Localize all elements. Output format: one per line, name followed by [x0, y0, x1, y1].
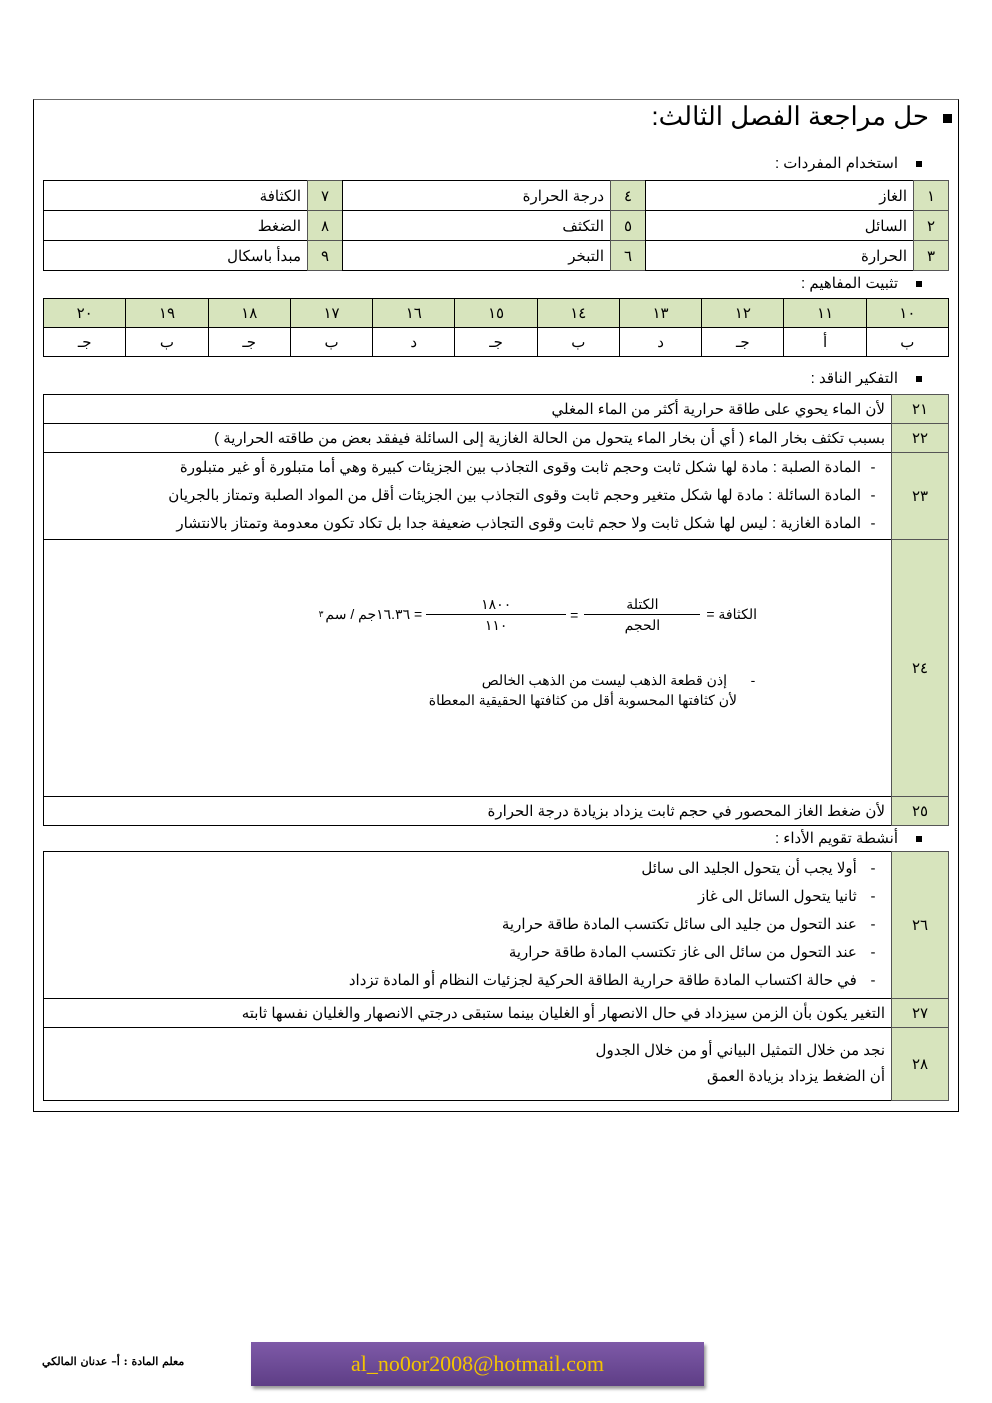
answer-line: المادة الصلبة : مادة لها شكل ثابت وحجم ثابت وقوى التجاذب بين الجزيئات كبيرة وهي أما متبلورة أو غير متبلورة — [179, 459, 861, 476]
section-concepts-label: تثبيت المفاهيم : — [801, 275, 898, 292]
concept-answer: جـ — [702, 328, 784, 357]
question-num: ٢٦ — [892, 852, 949, 999]
concept-answer: أ — [784, 328, 866, 357]
page-title-text: حل مراجعة الفصل الثالث: — [651, 101, 929, 131]
question-num: ٢٣ — [892, 453, 949, 540]
vocab-term: الكثافة — [44, 181, 308, 211]
section-performance-heading — [775, 829, 922, 847]
concept-num: ٢٠ — [44, 299, 126, 328]
vocab-num: ٧ — [308, 181, 343, 211]
concept-num: ١٣ — [619, 299, 701, 328]
density-equation — [319, 594, 757, 635]
email-link[interactable]: al_no0or2008@hotmail.com — [350, 1351, 605, 1376]
concept-num: ١٥ — [455, 299, 537, 328]
table-row — [44, 424, 949, 453]
vocab-term: الحرارة — [646, 241, 914, 271]
concept-num: ١١ — [784, 299, 866, 328]
section-critical-label: التفكير الناقد : — [810, 370, 898, 387]
dash-bullet-icon: - — [870, 860, 876, 877]
answer-text: التغير يكون بأن الزمن سيزداد في حال الانصهار أو الغليان بينما ستبقى درجتي الانصهار والغليان نفسها ثابته — [44, 999, 892, 1028]
dash-bullet-icon: - — [870, 459, 876, 476]
concepts-answer-row — [44, 328, 949, 357]
list-item — [50, 883, 885, 911]
table-row — [44, 241, 949, 271]
concept-answer: د — [619, 328, 701, 357]
dash-bullet-icon: - — [870, 515, 876, 532]
vocab-num: ٣ — [914, 241, 949, 271]
teacher-credit: معلم المادة : أ– عدنان المالكي — [42, 1355, 185, 1368]
section-critical-heading — [811, 369, 922, 387]
equation-result: = ١٦.٣٦جم / سم — [325, 606, 423, 622]
bullet-square-icon — [916, 161, 922, 167]
conclusion-line-2: لأن كثافتها المحسوبة أقل من كثافتها الحقيقية المعطاة — [428, 692, 737, 708]
fraction-1 — [584, 594, 700, 635]
concept-answer: ب — [290, 328, 372, 357]
vocab-term: التبخر — [343, 241, 611, 271]
concept-num: ١٠ — [866, 299, 948, 328]
question-num: ٢٧ — [892, 999, 949, 1028]
performance-table — [43, 851, 949, 1101]
concept-answer: ب — [537, 328, 619, 357]
vocab-num: ١ — [914, 181, 949, 211]
answer-line: أن الضغط يزداد بزيادة العمق — [707, 1068, 885, 1085]
list-item — [50, 911, 885, 939]
table-row — [44, 211, 949, 241]
answer-cell — [44, 540, 892, 797]
concept-answer: جـ — [455, 328, 537, 357]
list-item — [50, 510, 885, 538]
table-row — [44, 1028, 949, 1101]
question-num: ٢٥ — [892, 797, 949, 826]
vocab-term: مبدأ باسكال — [44, 241, 308, 271]
concepts-table — [43, 298, 949, 357]
answer-cell — [44, 453, 892, 540]
bullet-square-icon — [916, 836, 922, 842]
page-title — [651, 101, 952, 132]
fraction-denominator: الحجم — [624, 617, 661, 633]
conclusion-text: إذن قطعة الذهب ليست من الذهب الخالص — [481, 672, 727, 688]
concept-num: ١٩ — [126, 299, 208, 328]
vocab-num: ٩ — [308, 241, 343, 271]
list-item — [50, 939, 885, 967]
dash-bullet-icon: - — [870, 944, 876, 961]
question-num: ٢٤ — [892, 540, 949, 797]
table-row — [44, 453, 949, 540]
list-item — [50, 482, 885, 510]
list-item — [50, 967, 885, 995]
answer-text: لأن ضغط الغاز المحصور في حجم ثابت يزداد بزيادة درجة الحرارة — [44, 797, 892, 826]
section-vocab-label: استخدام المفردات : — [774, 155, 898, 172]
dash-bullet-icon: - — [870, 916, 876, 933]
vocab-num: ٨ — [308, 211, 343, 241]
answer-line: أولا يجب أن يتحول الجليد الى سائل — [641, 860, 857, 877]
concept-answer: جـ — [44, 328, 126, 357]
answer-line: عند التحول من سائل الى غاز تكتسب المادة طاقة حرارية — [508, 944, 857, 961]
table-row — [44, 797, 949, 826]
bullet-square-icon — [943, 114, 952, 123]
vocab-table — [43, 180, 949, 271]
dash-bullet-icon: - — [870, 487, 876, 504]
vocab-num: ٥ — [611, 211, 646, 241]
answer-text: بسبب تكثف بخار الماء ( أي أن بخار الماء يتحول من الحالة الغازية إلى السائلة فيفقد بعض من طاقته الحرارية ) — [44, 424, 892, 453]
critical-thinking-table — [43, 394, 949, 826]
concept-num: ١٢ — [702, 299, 784, 328]
concept-num: ١٨ — [208, 299, 290, 328]
email-banner — [251, 1342, 704, 1386]
answer-line: المادة الغازية : ليس لها شكل ثابت ولا حجم ثابت وقوى التجاذب ضعيفة جدا بل تكاد تكون معدومة وتمتاز بالانتشار — [176, 515, 861, 532]
dash-bullet-icon: - — [870, 972, 876, 989]
vocab-term: الضغط — [44, 211, 308, 241]
table-row — [44, 999, 949, 1028]
fraction-2 — [426, 594, 566, 635]
table-row — [44, 395, 949, 424]
table-row — [44, 852, 949, 999]
equals-sign: = — [570, 606, 579, 623]
dash-bullet-icon: - — [870, 888, 876, 905]
answer-line: المادة السائلة : مادة لها شكل متغير وحجم ثابت وقوى التجاذب بين الجزيئات أقل من المواد الصلبة وتمتاز بالجريان — [168, 487, 861, 504]
concept-answer: ب — [866, 328, 948, 357]
answer-cell — [44, 1028, 892, 1101]
density-equation-block — [50, 540, 885, 796]
bullet-square-icon — [916, 376, 922, 382]
section-concepts-heading — [801, 274, 922, 292]
vocab-term: السائل — [646, 211, 914, 241]
section-performance-label: أنشطة تقويم الأداء : — [774, 830, 898, 847]
concept-answer: د — [373, 328, 455, 357]
vocab-num: ٤ — [611, 181, 646, 211]
concept-answer: ب — [126, 328, 208, 357]
fraction-numerator: ١٨٠٠ — [481, 596, 512, 612]
table-row — [44, 540, 949, 797]
bullet-square-icon — [916, 281, 922, 287]
fraction-denominator: ١١٠ — [484, 617, 508, 633]
conclusion-line-1 — [429, 670, 765, 690]
vocab-term: الغاز — [646, 181, 914, 211]
answer-text: لأن الماء يحوي على طاقة حرارية أكثر من الماء المغلي — [44, 395, 892, 424]
vocab-num: ٢ — [914, 211, 949, 241]
dash-bullet-icon: - — [750, 672, 756, 688]
concept-num: ١٧ — [290, 299, 372, 328]
answer-line: نجد من خلال التمثيل البياني أو من خلال الجدول — [595, 1042, 885, 1059]
concept-answer: جـ — [208, 328, 290, 357]
answer-cell — [44, 852, 892, 999]
list-item — [50, 454, 885, 482]
vocab-term: التكثف — [343, 211, 611, 241]
question-num: ٢١ — [892, 395, 949, 424]
concept-num: ١٤ — [537, 299, 619, 328]
concepts-number-row — [44, 299, 949, 328]
conclusion — [429, 670, 765, 710]
answer-line: ثانيا يتحول السائل الى غاز — [697, 888, 857, 905]
equation-lhs: الكثافة = — [706, 606, 757, 622]
answer-line: عند التحول من جليد الى سائل تكتسب المادة طاقة حرارية — [501, 916, 857, 933]
question-num: ٢٢ — [892, 424, 949, 453]
equation-exponent: ٣ — [318, 609, 324, 619]
fraction-numerator: الكتلة — [626, 596, 659, 612]
section-vocab-heading — [775, 154, 922, 172]
concept-num: ١٦ — [373, 299, 455, 328]
table-row — [44, 181, 949, 211]
answer-line: في حالة اكتساب المادة طاقة حرارية الطاقة الحركية لجزئيات النظام أو المادة تزداد — [348, 972, 857, 989]
question-num: ٢٨ — [892, 1028, 949, 1101]
vocab-term: درجة الحرارة — [343, 181, 611, 211]
vocab-num: ٦ — [611, 241, 646, 271]
list-item — [50, 855, 885, 883]
